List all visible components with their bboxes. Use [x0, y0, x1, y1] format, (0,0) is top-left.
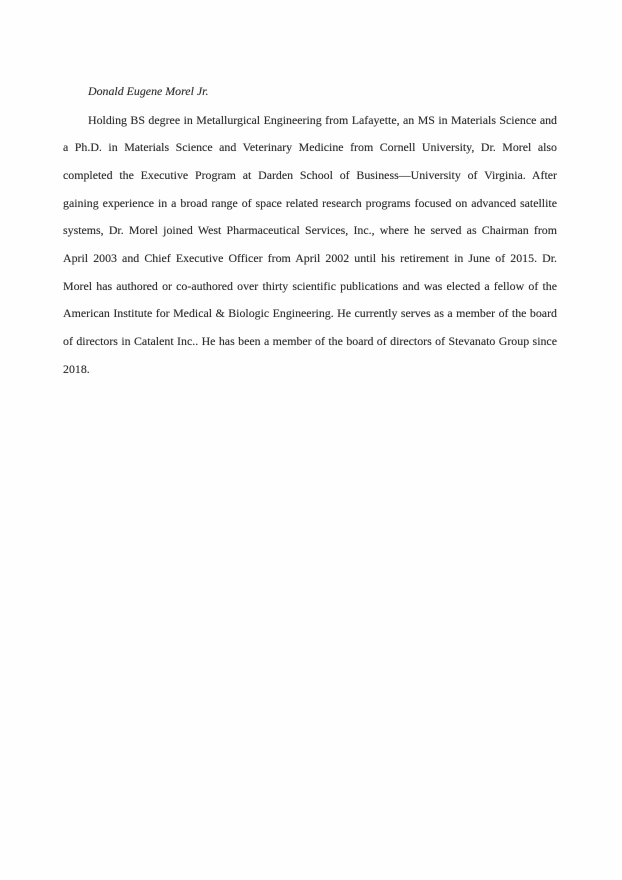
- bio-line: American Institute for Medical & Biologic Engineering. He currently serves as a member of the board: [63, 306, 557, 321]
- bio-section: [63, 78, 557, 383]
- author-name-heading: Donald Eugene Morel Jr.: [88, 84, 209, 98]
- bio-line: Morel has authored or co-authored over thirty scientific publications and was elected a fellow of the: [63, 278, 557, 293]
- bio-line: systems, Dr. Morel joined West Pharmaceutical Services, Inc., where he served as Chairman from: [63, 223, 557, 238]
- bio-line: completed the Executive Program at Darden School of Business—University of Virginia. After: [63, 167, 557, 182]
- bio-line: a Ph.D. in Materials Science and Veterinary Medicine from Cornell University, Dr. Morel also: [63, 140, 557, 155]
- bio-line: 2018.: [63, 361, 90, 376]
- bio-line: gaining experience in a broad range of space related research programs focused on advanced satellite: [63, 195, 557, 210]
- bio-line: Holding BS degree in Metallurgical Engineering from Lafayette, an MS in Materials Science and: [88, 112, 557, 127]
- bio-paragraph: [63, 107, 557, 384]
- bio-line: of directors in Catalent Inc.. He has been a member of the board of directors of Stevanato Group since: [63, 333, 557, 348]
- bio-line: April 2003 and Chief Executive Officer from April 2002 until his retirement in June of 2015. Dr.: [63, 250, 557, 265]
